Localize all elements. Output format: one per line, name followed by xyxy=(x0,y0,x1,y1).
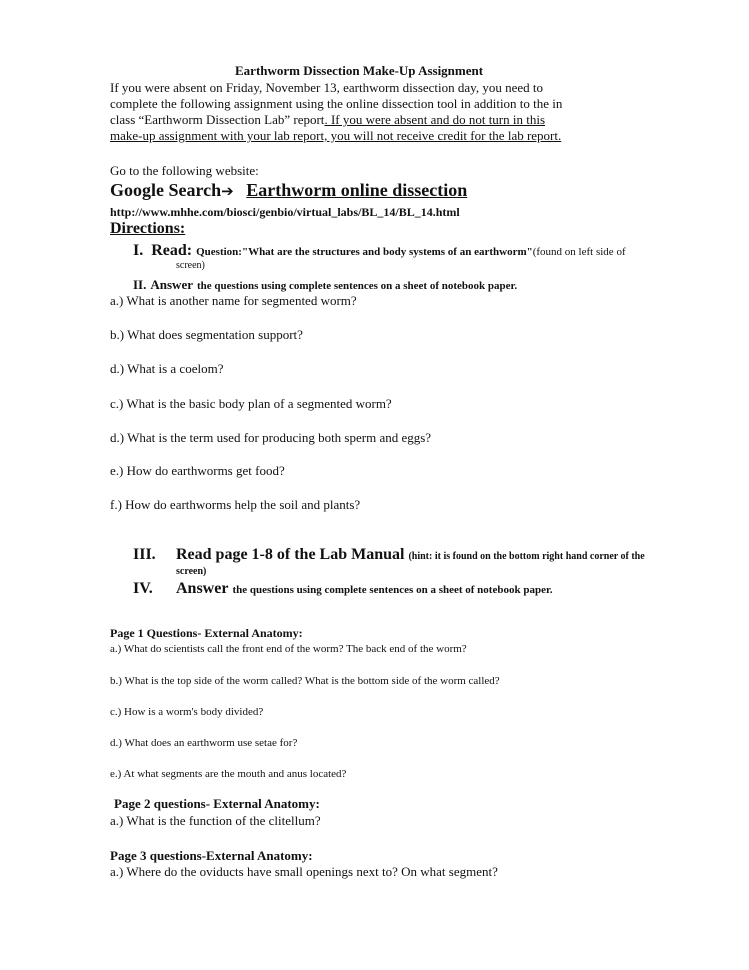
page-3-heading: Page 3 questions-External Anatomy: xyxy=(110,848,313,863)
question-item: a.) What is another name for segmented worm? xyxy=(110,293,357,308)
step-3 xyxy=(176,546,645,564)
goto-text: Go to the following website: xyxy=(110,163,259,178)
step-4-verb: Answer xyxy=(176,580,229,597)
step-4 xyxy=(176,580,553,598)
step-3-numeral: III. xyxy=(133,546,156,563)
step-3-hint: (hint: it is found on the bottom right hand corner of the xyxy=(408,551,645,562)
step-2-verb: Answer xyxy=(150,277,193,292)
question-item: e.) At what segments are the mouth and anus located? xyxy=(110,768,347,780)
page-2-heading: Page 2 questions- External Anatomy: xyxy=(114,796,320,811)
step-1-note-continued: screen) xyxy=(176,260,205,271)
step-2-numeral: II. xyxy=(133,277,147,292)
intro-line-3 xyxy=(110,112,545,128)
intro-line-1: If you were absent on Friday, November 13, earthworm dissection day, you need to xyxy=(110,80,543,95)
question-item: c.) What is the basic body plan of a segmented worm? xyxy=(110,396,392,411)
question-item: d.) What is the term used for producing both sperm and eggs? xyxy=(110,430,432,445)
google-search-label: Google Search xyxy=(110,180,222,200)
question-item: d.) What is a coelom? xyxy=(110,361,224,376)
arrow-icon: ➔ xyxy=(221,182,234,200)
step-3-verb: Read page 1-8 of the Lab Manual xyxy=(176,546,405,563)
step-3-hint-continued: screen) xyxy=(176,566,207,577)
question-item: a.) Where do the oviducts have small openings next to? On what segment? xyxy=(110,864,498,879)
intro-line-3a: class “Earthworm Dissection Lab” report xyxy=(110,112,325,127)
google-search-line xyxy=(110,180,467,201)
question-item: b.) What does segmentation support? xyxy=(110,327,303,342)
question-item: d.) What does an earthworm use setae for? xyxy=(110,737,298,749)
question-item: a.) What do scientists call the front end of the worm? The back end of the worm? xyxy=(110,643,467,655)
earthworm-dissection-link[interactable]: Earthworm online dissection xyxy=(246,180,468,200)
question-item: a.) What is the function of the clitellum? xyxy=(110,813,321,828)
intro-line-2: complete the following assignment using the online dissection tool in addition to the in xyxy=(110,96,563,111)
question-item: b.) What is the top side of the worm called? What is the bottom side of the worm called? xyxy=(110,675,500,687)
step-1-question: Question:"What are the structures and body systems of an earthworm" xyxy=(196,246,533,258)
step-1 xyxy=(133,242,626,260)
page-1-heading: Page 1 Questions- External Anatomy: xyxy=(110,626,303,640)
step-2-rest: the questions using complete sentences on a sheet of notebook paper. xyxy=(196,280,518,292)
step-1-verb: Read: xyxy=(151,242,193,259)
step-4-numeral: IV. xyxy=(133,580,153,597)
question-item: c.) How is a worm's body divided? xyxy=(110,706,264,718)
page-title: Earthworm Dissection Make-Up Assignment xyxy=(235,63,484,78)
question-item: f.) How do earthworms help the soil and plants? xyxy=(110,497,361,512)
directions-heading: Directions: xyxy=(110,220,186,237)
step-2 xyxy=(133,276,517,294)
step-1-note: (found on left side of xyxy=(532,246,626,258)
question-item: e.) How do earthworms get food? xyxy=(110,463,285,478)
step-4-rest: the questions using complete sentences on a sheet of notebook paper. xyxy=(232,584,553,596)
intro-line-4: make-up assignment with your lab report, you will not receive credit for the lab report. xyxy=(110,128,562,143)
step-1-numeral: I. xyxy=(133,242,144,259)
intro-line-3b: . If you were absent and do not turn in this xyxy=(324,112,546,127)
dissection-url[interactable]: http://www.mhhe.com/biosci/genbio/virtual_labs/BL_14/BL_14.html xyxy=(110,205,460,219)
